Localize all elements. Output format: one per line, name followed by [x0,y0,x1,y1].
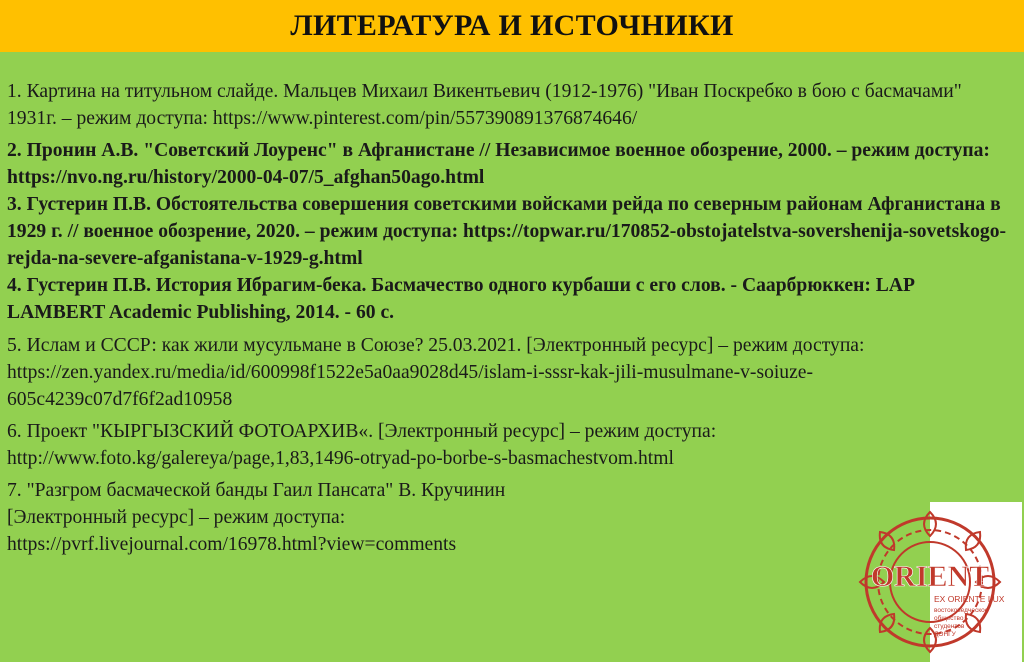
references-list [7,78,1017,563]
reference-6: 6. Проект "КЫРГЫЗСКИЙ ФОТОАРХИВ«. [Электронный ресурс] – режим доступа: http://www.foto.kg/galereya/page,1,83,1496-otryad-po-borbe-s-basmachestvom.html [7,421,717,469]
reference-3: 3. Густерин П.В. Обстоятельства совершения советскими войсками рейда по северным районам Афганистана в 1929 г. // военное обозрение, 2020. – режим доступа: https://topwar.ru/170852-obstojatelstva-sovershenija-sovetskogo-rejda-na-severe-afganistana-v-1929-g.html [7,194,1007,269]
reference-5: 5. Ислам и СССР: как жили мусульмане в Союзе? 25.03.2021. [Электронный ресурс] – режим доступа: https://zen.yandex.ru/media/id/600998f1522e5a0aa9028d45/islam-i-sssr-kak-jili-musulmane-v-soiuze-605c4239c07d7f6f2ad10958 [7,335,865,410]
logo-line-2: общество [934,615,964,622]
logo-line-1: востоковедческое [934,607,989,614]
reference-4: 4. Густерин П.В. История Ибрагим-бека. Басмачество одного курбаши с его слов. - Саарбрюккен: LAP LAMBERT Academic Publishing, 2014. - 60 с. [7,275,914,323]
logo-subtitle: EX ORIENTE LUX [934,594,1005,604]
logo-wordmark: ORIENT [870,560,990,593]
reference-2: 2. Пронин А.В. "Советский Лоуренс" в Афганистане // Независимое военное обозрение, 2000. – режим доступа: https://nvo.ng.ru/history/2000-04-07/5_afghan50ago.html [7,140,990,188]
title-bar [0,0,1024,52]
logo-line-4: ДОНГУ [934,631,956,638]
page-title: ЛИТЕРАТУРА И ИСТОЧНИКИ [290,9,734,42]
reference-7: 7. "Разгром басмаческой банды Гаил Пансата" В. Кручинин [Электронный ресурс] – режим доступа: https://pvrf.livejournal.com/16978.html?view=comments [7,480,506,555]
reference-1: 1. Картина на титульном слайде. Мальцев Михаил Викентьевич (1912-1976) "Иван Поскребко в бою с басмачами" 1931г. – режим доступа: https://www.pinterest.com/pin/557390891376874646/ [7,81,962,129]
logo-line-3: студентов [934,623,965,630]
orient-logo [842,502,1022,662]
